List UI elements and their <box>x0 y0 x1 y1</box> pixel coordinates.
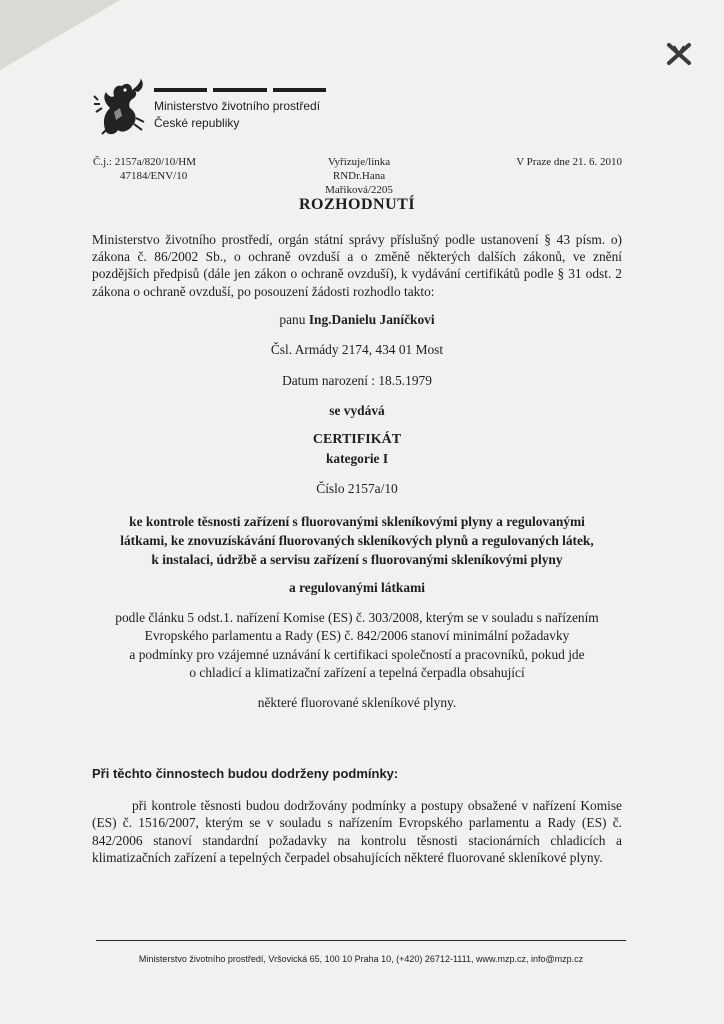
certificate-title: CERTIFIKÁT <box>312 432 402 447</box>
cj-line-2: 47184/ENV/10 <box>120 170 188 182</box>
certificate-number: Číslo 2157a/10 <box>316 481 398 496</box>
certificate-category: kategorie I <box>325 451 389 466</box>
recipient-name-line <box>92 312 622 328</box>
document-title: ROZHODNUTÍ <box>298 196 416 213</box>
scope-line-3: k instalaci, údržbě a servisu zařízení s fluorovanými skleníkovými plyny <box>151 552 563 567</box>
recipient-prefix: panu <box>279 312 306 327</box>
footer-contact: Ministerstvo životního prostředí, Vršovická 65, 100 10 Praha 10, (+420) 26712-1111, www.mzp.cz, info@mzp.cz <box>138 954 584 964</box>
legal-basis <box>92 609 622 683</box>
intro-paragraph: Ministerstvo životního prostředí, orgán státní správy příslušný podle ustanovení § 43 písm. o) zákona č. 86/2002 Sb., o ochraně ovzduší a o změně některých dalších zákonů, ve znění pozdějších předpisů (dále jen zákon o ochraně ovzduší), k vydávání certifikátů podle § 31 odst. 2 zákona o ochraně ovzduší, po posouzení žádosti rozhodlo takto: <box>92 232 622 299</box>
recipient-name: Ing.Danielu Janíčkovi <box>308 312 435 327</box>
scope-line-4: a regulovanými látkami <box>289 580 425 595</box>
basis-line-1: podle článku 5 odst.1. nařízení Komise (ES) č. 303/2008, kterým se v souladu s nařízením <box>115 610 599 625</box>
basis-line-2: Evropského parlamentu a Rady (ES) č. 842/2006 stanoví minimální požadavky <box>144 628 570 644</box>
conditions-paragraph: při kontrole těsnosti budou dodržovány podmínky a postupy obsažené v nařízení Komise (ES) č. 1516/2007, kterým se v souladu s nařízením Evropského parlamentu a Rady (ES) č. 842/2006 stanoví standardní požadavky na kontrolu těsnosti stacionárních chladicích a klimatizačních zařízení a tepelných čerpadel obsahujících některé fluorované skleníkové plyny. <box>92 798 622 866</box>
handled-name: RNDr.Hana Mařiková/2205 <box>325 170 393 196</box>
place-date: V Praze dne 21. 6. 2010 <box>516 156 622 168</box>
certificate-scope <box>92 512 622 569</box>
czech-lion-emblem-icon <box>92 78 146 136</box>
basis-line-3: a podmínky pro vzájemné uznávání k certifikaci společností a pracovníků, pokud jde <box>129 646 585 662</box>
letterhead-bars <box>154 88 326 92</box>
ministry-name <box>154 98 320 132</box>
cj-line-1: Č.j.: 2157a/820/10/HM <box>93 156 196 168</box>
basis-line-5: některé fluorované skleníkové plyny. <box>257 695 457 710</box>
recipient-birth-date: Datum narození : 18.5.1979 <box>282 373 432 388</box>
x-mark-icon <box>666 42 692 66</box>
footer-divider <box>96 940 626 941</box>
conditions-heading: Při těchto činnostech budou dodrženy podmínky: <box>92 766 399 781</box>
ministry-line-1: Ministerstvo životního prostředí <box>154 99 321 113</box>
letterhead <box>92 78 332 138</box>
reference-number <box>93 155 196 183</box>
ministry-line-2: České republiky <box>154 116 240 130</box>
scope-line-1: ke kontrole těsnosti zařízení s fluorovanými skleníkovými plyny a regulovanými <box>129 514 585 529</box>
handled-label: Vyřizuje/linka <box>327 156 391 168</box>
recipient-address: Čsl. Armády 2174, 434 01 Most <box>270 342 444 357</box>
scope-line-2: látkami, ke znovuzískávání fluorovaných skleníkových plynů a regulovaných látek, <box>120 533 594 548</box>
folded-corner <box>0 0 120 70</box>
basis-line-4: o chladicí a klimatizační zařízení a tepelná čerpadla obsahující <box>189 665 525 681</box>
issued-text: se vydává <box>329 403 385 418</box>
handled-by <box>300 155 418 197</box>
